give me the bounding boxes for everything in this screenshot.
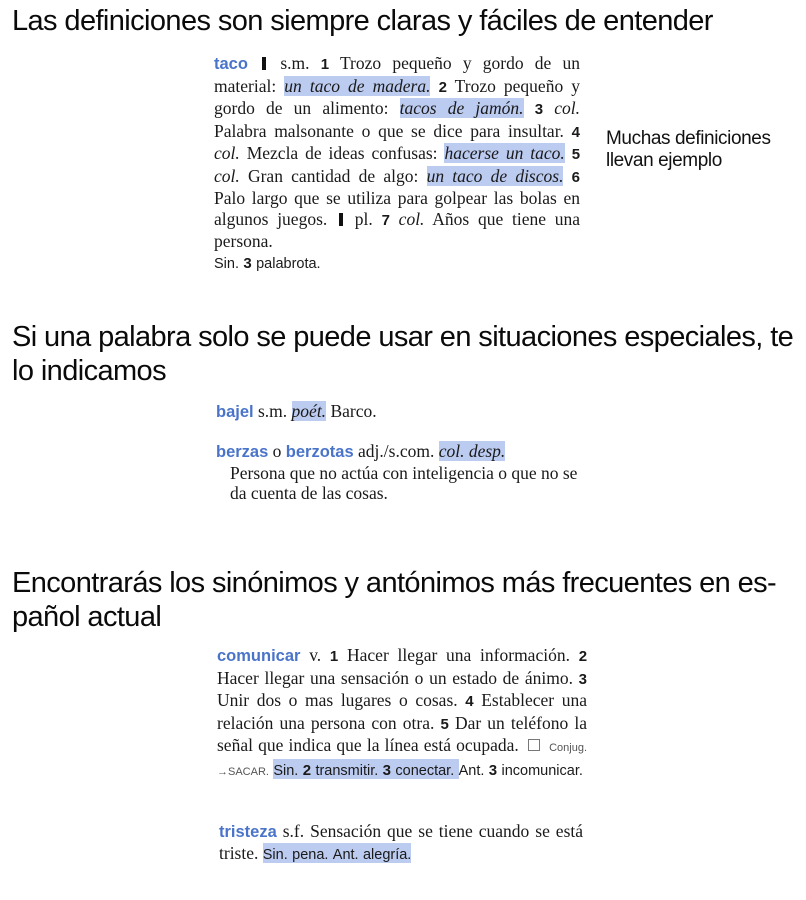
sidenote <box>606 128 771 172</box>
entry-berzas <box>216 441 582 504</box>
sense-number: 2 <box>438 78 447 96</box>
heading-line: pañol actual <box>12 601 162 633</box>
synonym-label: Sin. <box>214 255 239 272</box>
definition: Unir dos o mas lugares o cosas. <box>217 690 458 710</box>
sense-number: 2 <box>578 648 588 665</box>
headword: tristeza <box>219 823 277 841</box>
synonym-label: Sin. <box>262 846 288 863</box>
sense-number: 5 <box>440 715 449 733</box>
synonym-word: pena. <box>292 846 329 863</box>
sense-number: 2 <box>302 761 312 779</box>
sense-number: 3 <box>382 761 391 779</box>
pos: s.m. <box>280 53 310 73</box>
sense-number: 3 <box>243 254 252 272</box>
separator-bar-icon <box>262 57 266 70</box>
section1-heading: Las definiciones son siempre claras y fáciles de entender <box>12 5 713 37</box>
entry-tristeza <box>219 821 583 865</box>
headword: taco <box>214 55 248 73</box>
definition: Años que tiene una persona. <box>214 208 581 251</box>
sense-number: 5 <box>571 146 581 163</box>
plural-label: pl. <box>354 208 373 229</box>
antonym-word: alegría. <box>362 846 412 863</box>
synonym-word: conectar. <box>395 762 455 779</box>
sense-number: 3 <box>534 101 544 118</box>
definition: Persona que no actúa con inteligencia o que no se da cuenta de las cosas. <box>230 462 578 503</box>
headword: berzotas <box>285 443 354 461</box>
usage-mark: poét. <box>291 401 327 421</box>
section3-heading <box>12 566 776 634</box>
definition: Hacer llegar una sensación o un estado de ánimo. <box>217 667 573 688</box>
conjugation-ref: →SACAR. <box>217 765 269 778</box>
example: un taco de discos. <box>426 165 564 186</box>
usage-mark: col. <box>554 98 580 118</box>
definition: Dar un teléfono la señal que indica que la línea está ocupada. <box>217 712 588 755</box>
sense-number: 1 <box>320 56 330 73</box>
pos: s.m. <box>257 401 288 421</box>
sense-number: 4 <box>571 123 580 141</box>
antonym-word: incomunicar. <box>501 762 583 779</box>
sense-number: 3 <box>488 761 498 779</box>
conjunction: o <box>272 441 282 461</box>
pos: s.f. <box>282 821 305 841</box>
definition: Barco. <box>330 401 377 421</box>
section2-heading <box>12 320 793 388</box>
antonym-label: Ant. <box>458 762 485 779</box>
definition: Gran cantidad de algo: <box>247 165 419 186</box>
separator-bar-icon <box>339 213 343 226</box>
sense-number: 4 <box>465 693 474 710</box>
sense-number: 3 <box>578 670 588 688</box>
definition: Hacer llegar una información. <box>347 645 570 665</box>
sense-number: 7 <box>381 211 390 229</box>
conjugation-box-icon <box>528 739 540 751</box>
example: hacerse un taco. <box>444 143 565 163</box>
sense-number: 6 <box>571 168 580 186</box>
sense-number: 1 <box>329 648 339 665</box>
pos: adj./s.com. <box>358 441 435 461</box>
definition: Palabra malsonante o que se dice para insultar. <box>214 120 564 141</box>
entry-taco <box>214 53 580 274</box>
heading-line: Si una palabra solo se puede usar en situaciones especiales, te <box>12 321 794 353</box>
example: tacos de jamón. <box>399 98 524 118</box>
synonyms <box>273 759 458 779</box>
usage-mark: col. <box>214 165 240 186</box>
antonym-label: Ant. <box>332 846 359 863</box>
synonym-label: Sin. <box>273 762 299 779</box>
entry-bajel <box>216 401 586 423</box>
definition: Palo largo que se utiliza para golpear las bolas en algunos juegos. <box>214 188 580 229</box>
entry-comunicar <box>217 645 587 782</box>
example: un taco de madera. <box>284 75 431 96</box>
heading-line: lo indicamos <box>12 355 166 387</box>
headword: comunicar <box>217 647 301 665</box>
definition: Mezcla de ideas confusas: <box>246 143 438 163</box>
definition: Trozo pequeño y gordo de un alimento: <box>214 75 581 118</box>
definition: Establecer una relación una persona con otra. <box>217 690 587 733</box>
definition: Sensación que se tiene cuando se está triste. <box>219 821 584 863</box>
sidenote-line: Muchas definiciones <box>606 128 771 149</box>
usage-mark: col. <box>398 208 425 229</box>
headword: bajel <box>216 403 254 421</box>
usage-mark: col. desp. <box>438 441 506 461</box>
synonyms-antonyms <box>263 843 412 863</box>
sidenote-line: llevan ejemplo <box>606 150 722 171</box>
usage-mark: col. <box>214 143 240 163</box>
headword: berzas <box>216 443 269 461</box>
synonym-word: transmitir. <box>315 762 379 779</box>
synonym-word: palabrota. <box>256 255 321 272</box>
conjugation-label: Conjug. <box>549 742 588 754</box>
definition: Trozo pequeño y gordo de un material: <box>214 53 581 96</box>
pos: v. <box>309 645 322 665</box>
heading-line: Encontrarás los sinónimos y antónimos más frecuentes en es- <box>12 567 777 599</box>
